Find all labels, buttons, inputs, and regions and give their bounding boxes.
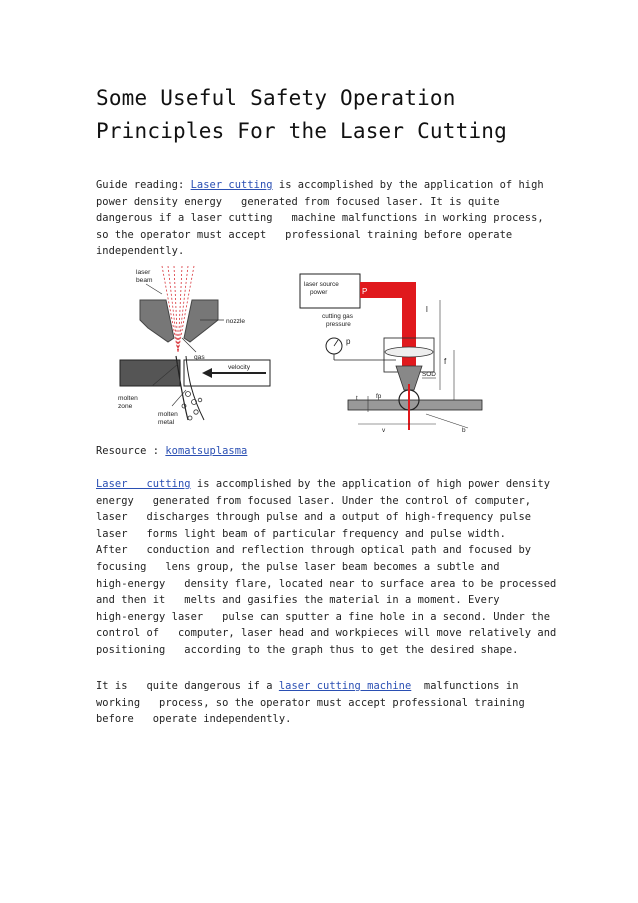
- label-power: power: [310, 289, 328, 296]
- label-molten-2: molten: [158, 411, 178, 418]
- laser-cutting-diagram: [96, 260, 488, 440]
- title-line-2: Principles For the Laser Cutting: [96, 119, 507, 143]
- body-line: laser discharges through pulse and a output of high-frequency pulse: [96, 511, 532, 524]
- closing-line: before operate independently.: [96, 713, 292, 726]
- body-line: positioning according to the graph thus to get the desired shape.: [96, 643, 519, 656]
- laser-cutting-machine-link[interactable]: laser cutting machine: [278, 680, 412, 692]
- label-f: f: [444, 357, 447, 366]
- label-laser-source: laser source: [304, 281, 339, 288]
- guide-line: so the operator must accept professional training before operate: [96, 228, 513, 241]
- laser-cutting-body-link[interactable]: Laser cutting: [96, 478, 191, 490]
- title-line-1: Some Useful Safety Operation: [96, 86, 456, 110]
- label-molten-1: molten: [118, 395, 138, 402]
- guide-paragraph: [96, 177, 546, 260]
- label-p-power: P: [362, 287, 368, 296]
- label-pressure: pressure: [326, 321, 351, 328]
- body-line: high-energy density flare, located near to surface area to be processed: [96, 577, 557, 590]
- body-line1-rest: is accomplished by the application of high power density: [190, 478, 551, 490]
- body-line: After conduction and reflection through optical path and focused by: [96, 544, 532, 557]
- label-l: l: [426, 305, 428, 314]
- body-line: and then it melts and gasifies the material in a moment. Every: [96, 594, 500, 607]
- label-sod: SOD: [422, 371, 436, 378]
- label-beam: beam: [136, 277, 153, 284]
- right-cutting-schematic: [300, 274, 482, 434]
- body-line: energy generated from focused laser. Under the control of computer,: [96, 494, 532, 507]
- label-cutting-gas: cutting gas: [322, 313, 353, 320]
- left-cutting-schematic: [104, 262, 294, 436]
- resource-line: [96, 443, 546, 460]
- guide-prefix: Guide reading:: [96, 179, 191, 191]
- resource-prefix: Resource :: [96, 445, 166, 457]
- label-nozzle: nozzle: [226, 318, 246, 325]
- body-line: laser forms light beam of particular frequency and pulse width.: [96, 527, 506, 540]
- closing-prefix: It is quite dangerous if a: [96, 680, 279, 692]
- label-zone: zone: [118, 403, 133, 410]
- label-metal: metal: [158, 419, 175, 426]
- label-velocity: velocity: [228, 364, 250, 371]
- label-p-gauge: p: [346, 337, 351, 346]
- closing-line1-rest: malfunctions in: [411, 680, 519, 692]
- guide-line: independently.: [96, 245, 185, 258]
- resource-link[interactable]: komatsuplasma: [165, 445, 248, 457]
- guide-line1-rest: is accomplished by the application of high: [272, 179, 544, 191]
- page-title: [96, 82, 596, 148]
- label-v: v: [382, 427, 386, 434]
- guide-line: power density energy generated from focused laser. It is quite: [96, 195, 500, 208]
- closing-line: working process, so the operator must accept professional training: [96, 696, 525, 709]
- body-paragraph: [96, 476, 557, 659]
- label-laser: laser: [136, 269, 151, 276]
- label-fp: fp: [376, 393, 382, 400]
- body-line: control of computer, laser head and workpieces will move relatively and: [96, 627, 557, 640]
- laser-cutting-link[interactable]: Laser cutting: [190, 179, 273, 191]
- body-line: focusing lens group, the pulse laser beam becomes a subtle and: [96, 560, 500, 573]
- closing-paragraph: [96, 678, 546, 728]
- label-b: b: [462, 427, 466, 434]
- label-gas: gas: [194, 354, 205, 361]
- guide-line: dangerous if a laser cutting machine malfunctions in working process,: [96, 212, 544, 225]
- label-t: t: [356, 395, 358, 402]
- body-line: high-energy laser pulse can sputter a fine hole in a second. Under the: [96, 610, 551, 623]
